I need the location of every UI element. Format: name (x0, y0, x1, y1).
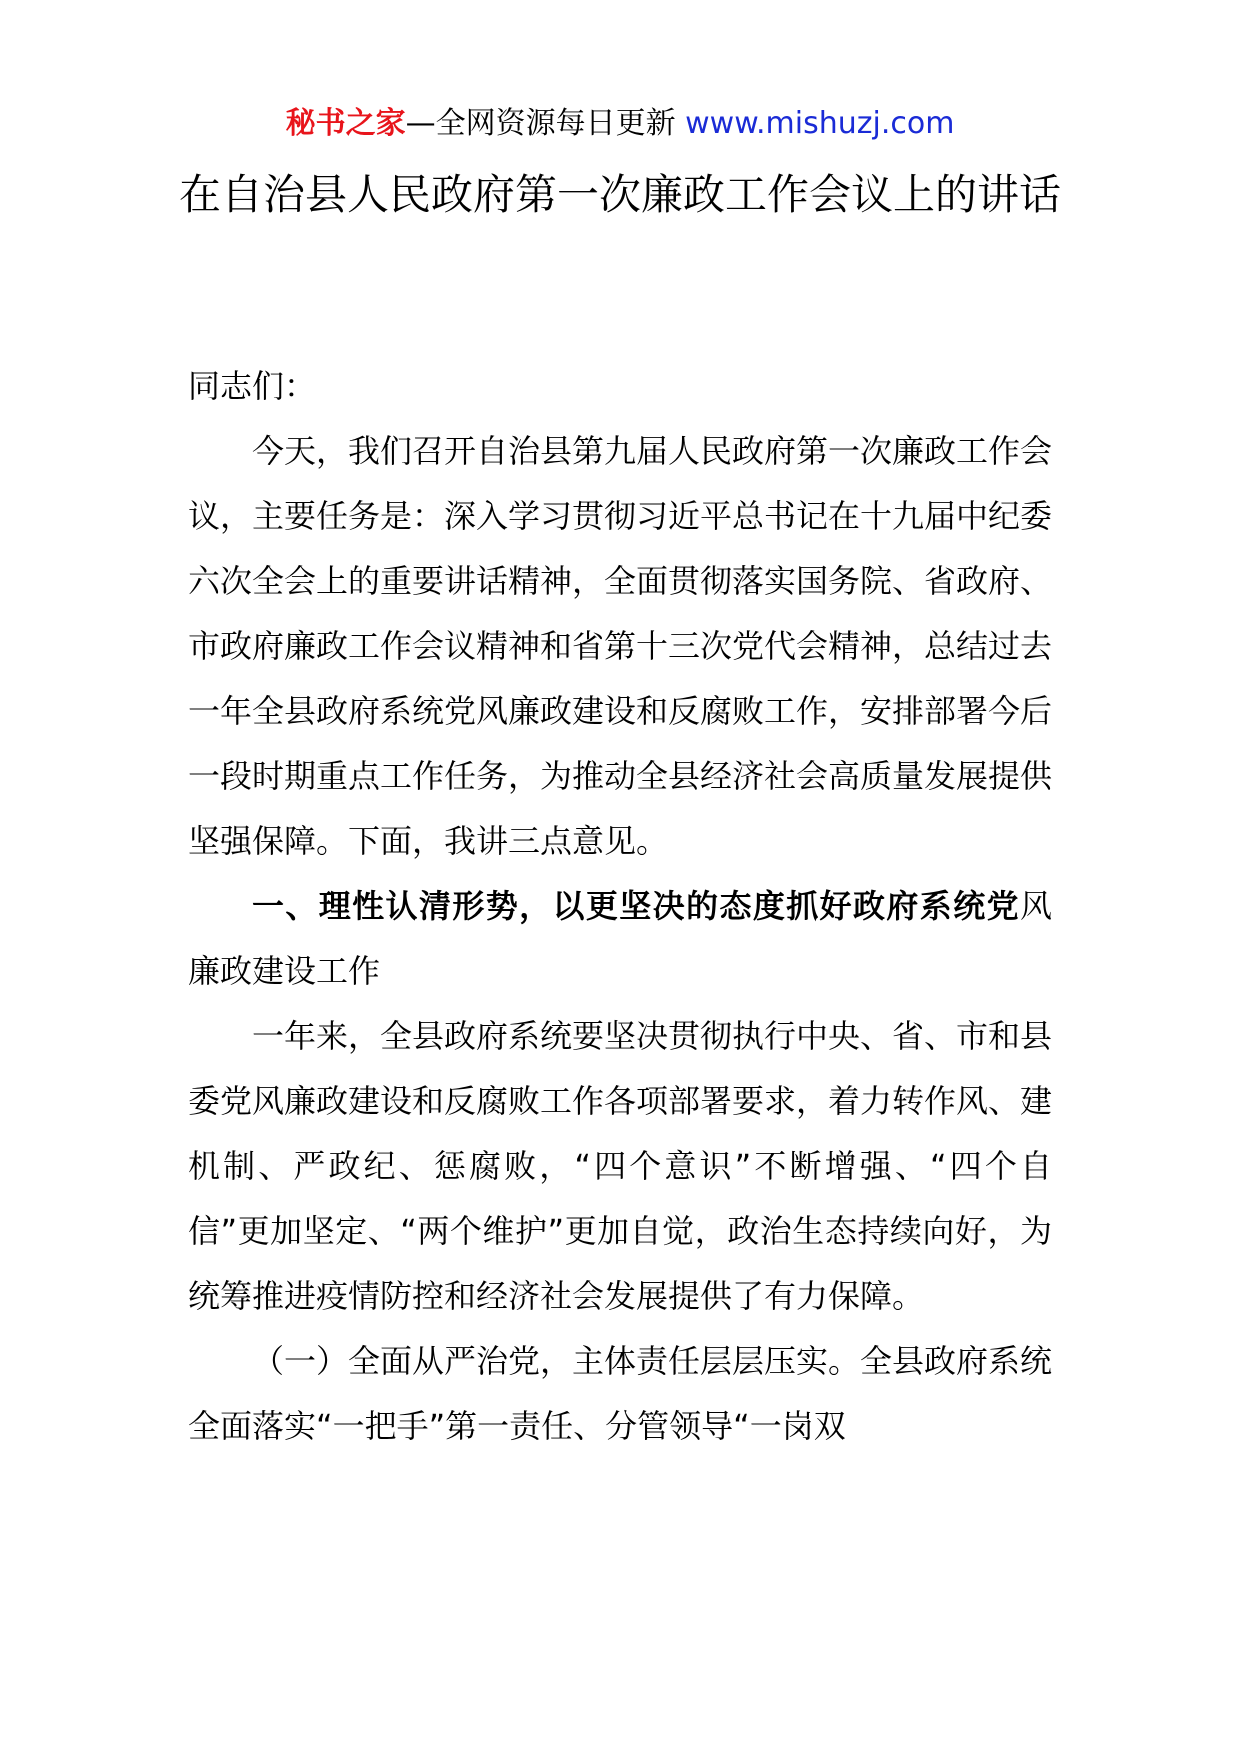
banner-brand: 秘书之家 (285, 106, 406, 141)
site-banner (0, 100, 1240, 148)
intro-paragraph: 今天，我们召开自治县第九届人民政府第一次廉政工作会议，主要任务是：深入学习贯彻习近平总书记在十九届中纪委六次全会上的重要讲话精神，全面贯彻落实国务院、省政府、市政府廉政工作会议精神和省第十三次党代会精神，总结过去一年全县政府系统党风廉政建设和反腐败工作，安排部署今后一段时期重点工作任务，为推动全县经济社会高质量发展提供坚强保障。下面，我讲三点意见。 (188, 432, 1053, 860)
banner-slogan: —全网资源每日更新 (405, 106, 686, 141)
document-body (188, 354, 1052, 1459)
section-heading-1-rest: 风廉政建设工作 (188, 887, 1052, 990)
section-heading-1-bold: 一、理性认清形势，以更坚决的态度抓好政府系统党 (252, 887, 1020, 925)
document-title: 在自治县人民政府第一次廉政工作会议上的讲话 (178, 170, 1061, 219)
section-heading-1 (188, 874, 1052, 1004)
subsection-1-paragraph: （一）全面从严治党，主体责任层层压实。全县政府系统全面落实“一把手”第一责任、分管领导“一岗双 (188, 1342, 1053, 1445)
section-1-paragraph: 一年来，全县政府系统要坚决贯彻执行中央、省、市和县委党风廉政建设和反腐败工作各项部署要求，着力转作风、建机制、严政纪、惩腐败，“四个意识”不断增强、“四个自信”更加坚定、“两个维护”更加自觉，政治生态持续向好，为统筹推进疫情防控和经济社会发展提供了有力保障。 (188, 1017, 1053, 1315)
banner-url: www.mishuzj.com (685, 106, 955, 141)
salutation: 同志们： (188, 367, 317, 405)
